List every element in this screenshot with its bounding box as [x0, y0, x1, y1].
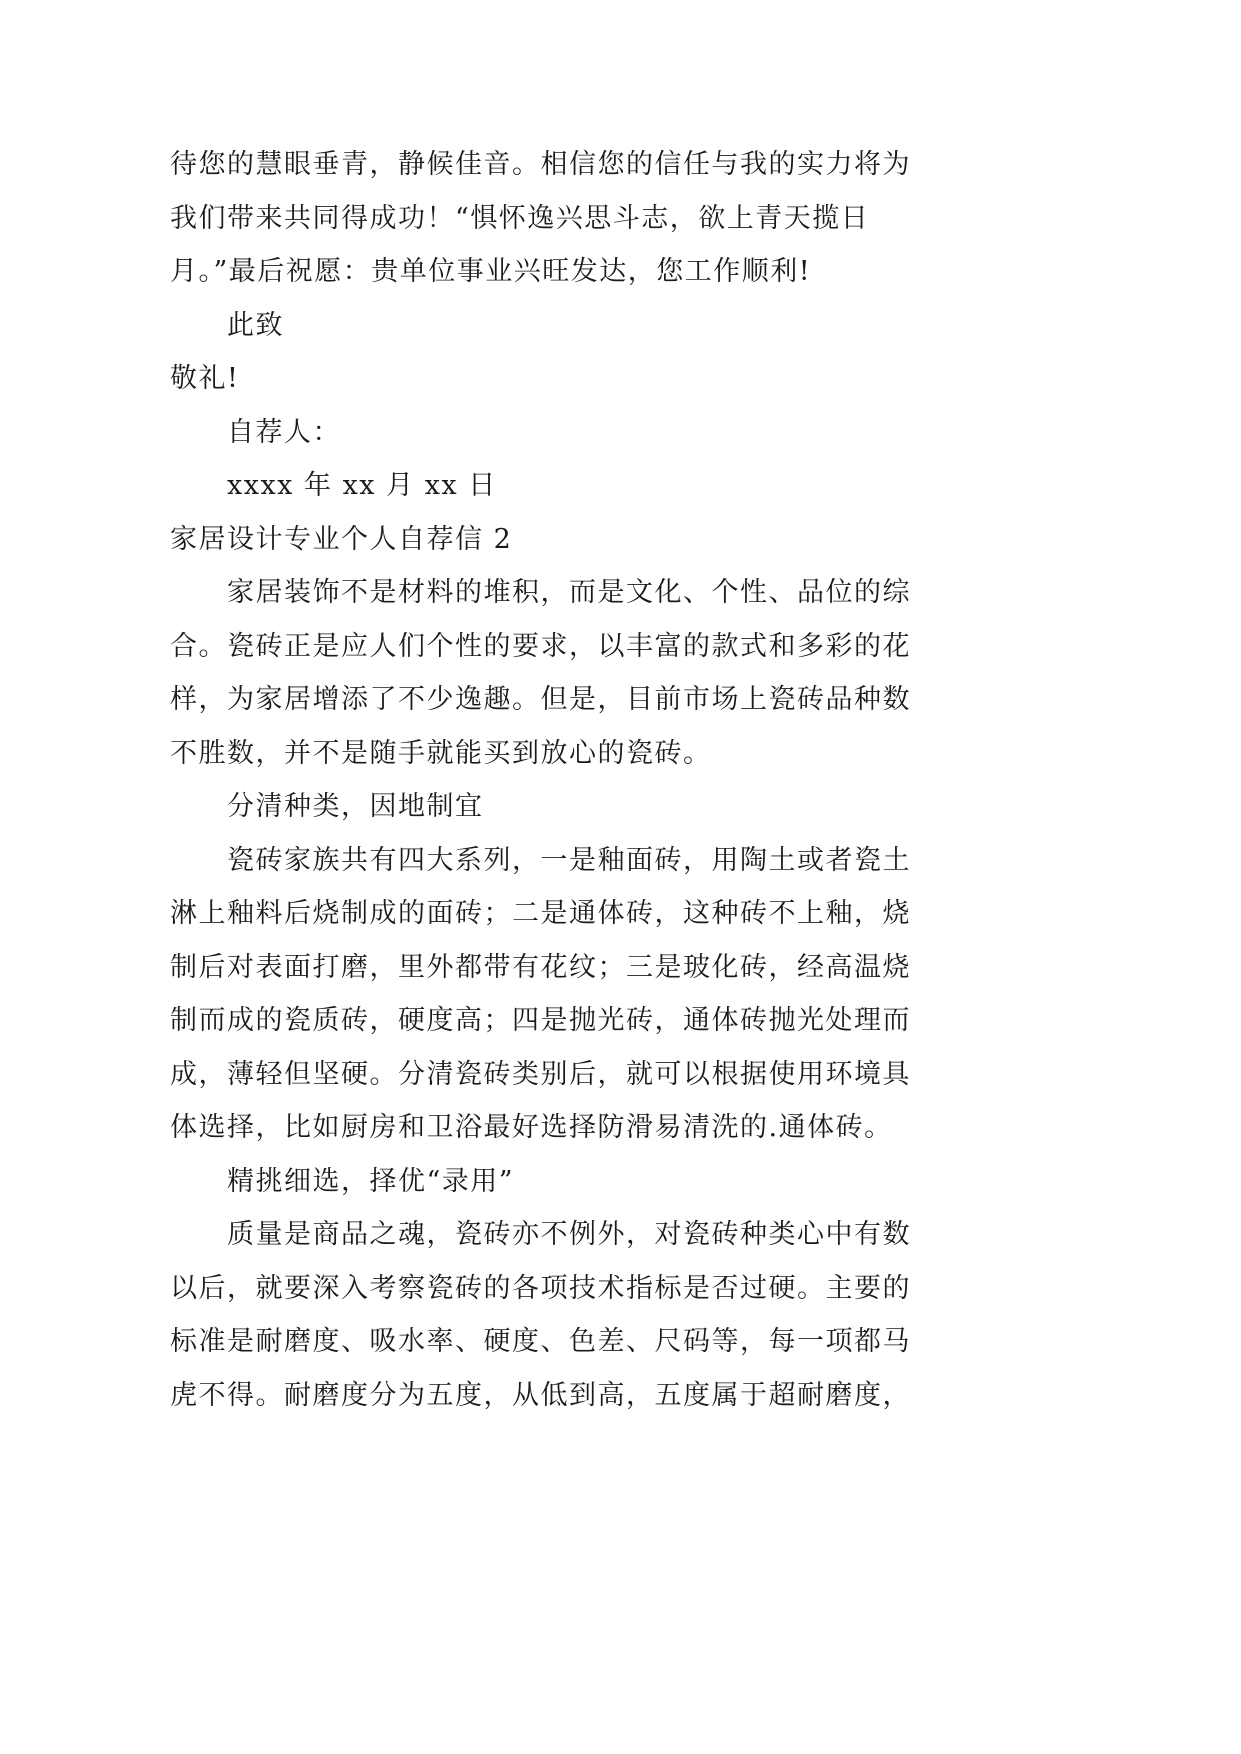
paragraph	[170, 566, 1070, 780]
text-line: 敬礼!	[170, 363, 240, 394]
text-line: xxxx 年 xx 月 xx 日	[227, 470, 497, 501]
document-body	[170, 138, 1070, 1422]
signature-date	[170, 459, 1070, 513]
text-line: 待您的慧眼垂青，静候佳音。相信您的信任与我的实力将为	[170, 149, 911, 180]
salutation-jingli	[170, 352, 1070, 406]
letter-title	[170, 513, 1070, 567]
text-line: 制而成的瓷质砖，硬度高；四是抛光砖，通体砖抛光处理而	[170, 1005, 911, 1036]
text-line: 淋上釉料后烧制成的面砖；二是通体砖，这种砖不上釉，烧	[170, 898, 911, 929]
text-line: 制后对表面打磨，里外都带有花纹；三是玻化砖，经高温烧	[170, 951, 911, 983]
text-line: 成，薄轻但坚硬。分清瓷砖类别后，就可以根据使用环境具	[170, 1058, 911, 1090]
section-heading	[170, 780, 1070, 834]
salutation-cizhi	[170, 299, 1070, 353]
signature-label	[170, 406, 1070, 460]
text-line: 虎不得。耐磨度分为五度，从低到高，五度属于超耐磨度，	[170, 1379, 911, 1411]
text-line: 以后，就要深入考察瓷砖的各项技术指标是否过硬。主要的	[170, 1272, 911, 1304]
text-line: 合。瓷砖正是应人们个性的要求，以丰富的款式和多彩的花	[170, 630, 911, 662]
text-line: 家居装饰不是材料的堆积，而是文化、个性、品位的综	[227, 577, 911, 608]
paragraph	[170, 834, 1070, 1155]
text-line: 体选择，比如厨房和卫浴最好选择防滑易清洗的.通体砖。	[170, 1112, 893, 1143]
text-line: 家居设计专业个人自荐信 2	[170, 523, 513, 555]
text-line: 我们带来共同得成功！“惧怀逸兴思斗志，欲上青天揽日	[170, 202, 870, 234]
section-heading	[170, 1155, 1070, 1209]
text-line: 样，为家居增添了不少逸趣。但是，目前市场上瓷砖品种数	[170, 684, 911, 715]
text-line: 自荐人：	[227, 416, 341, 448]
text-line: 标准是耐磨度、吸水率、硬度、色差、尺码等，每一项都马	[170, 1326, 911, 1357]
text-line: 分清种类，因地制宜	[227, 791, 484, 822]
text-line: 精挑细选，择优“录用”	[227, 1165, 515, 1197]
paragraph	[170, 1208, 1070, 1422]
paragraph-closing-text	[170, 138, 1070, 299]
text-line: 此致	[227, 309, 284, 341]
text-line: 不胜数，并不是随手就能买到放心的瓷砖。	[170, 737, 712, 769]
text-line: 质量是商品之魂，瓷砖亦不例外，对瓷砖种类心中有数	[227, 1219, 911, 1250]
text-line: 瓷砖家族共有四大系列，一是釉面砖，用陶土或者瓷土	[227, 844, 911, 876]
text-line: 月。”最后祝愿：贵单位事业兴旺发达，您工作顺利!	[170, 256, 812, 287]
